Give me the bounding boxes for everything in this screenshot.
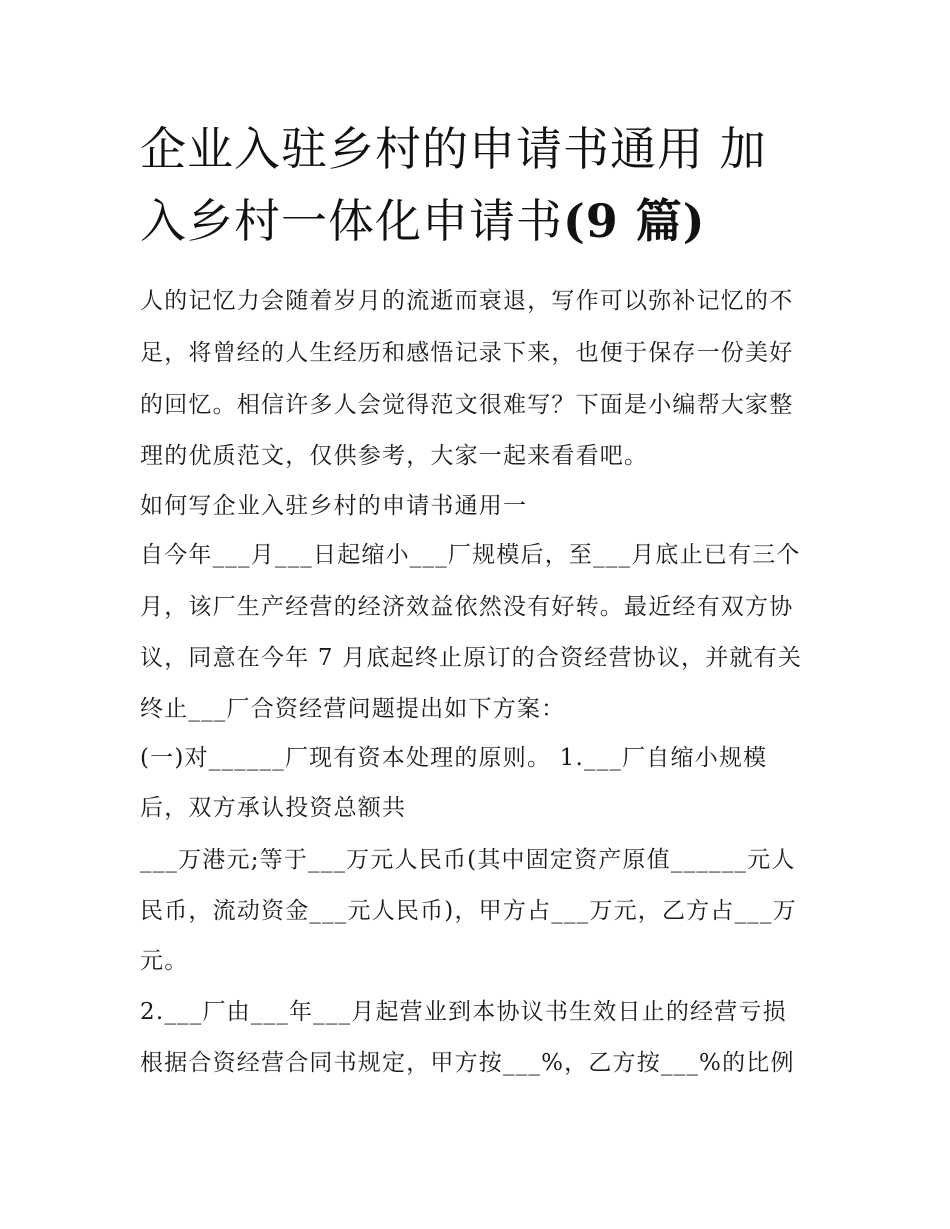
body-line: 民币，流动资金___元人民币)，甲方占___万元，乙方占___万 bbox=[140, 898, 797, 924]
body-line: ___万港元;等于___万元人民币(其中固定资产原值______元人 bbox=[140, 847, 796, 873]
body-line: 根据合资经营合同书规定，甲方按___%，乙方按___%的比例 bbox=[140, 1050, 795, 1076]
document-title bbox=[140, 113, 820, 257]
body-line: 足，将曾经的人生经历和感悟记录下来，也便于保存一份美好 bbox=[140, 340, 794, 366]
section-heading: 如何写企业入驻乡村的申请书通用一 bbox=[140, 493, 528, 519]
body-line: 自今年___月___日起缩小___厂规模后，至___月底止已有三个 bbox=[140, 542, 801, 568]
body-line: 终止___厂合资经营问题提出如下方案： bbox=[140, 696, 566, 722]
body-line: 理的优质范文，仅供参考，大家一起来看看吧。 bbox=[140, 443, 649, 469]
body-line: (一)对______厂现有资本处理的原则。 1.___厂自缩小规模 bbox=[140, 745, 768, 771]
body-line: 2.___厂由___年___月起营业到本协议书生效日止的经营亏损 bbox=[140, 999, 787, 1025]
body-line: 议，同意在今年 7 月底起终止原订的合资经营协议，并就有关 bbox=[140, 645, 803, 671]
title-count: (9 篇) bbox=[563, 194, 706, 248]
body-line: 月，该厂生产经营的经济效益依然没有好转。最近经有双方协 bbox=[140, 594, 794, 620]
body-line: 人的记忆力会随着岁月的流逝而衰退，写作可以弥补记忆的不 bbox=[140, 288, 794, 314]
body-line: 的回忆。相信许多人会觉得范文很难写？下面是小编帮大家整 bbox=[140, 392, 794, 418]
title-line-1: 企业入驻乡村的申请书通用 加 bbox=[140, 122, 767, 176]
body-line: 后，双方承认投资总额共 bbox=[140, 795, 407, 821]
body-line: 元。 bbox=[140, 948, 189, 974]
title-line-2: 入乡村一体化申请书 bbox=[140, 194, 563, 248]
